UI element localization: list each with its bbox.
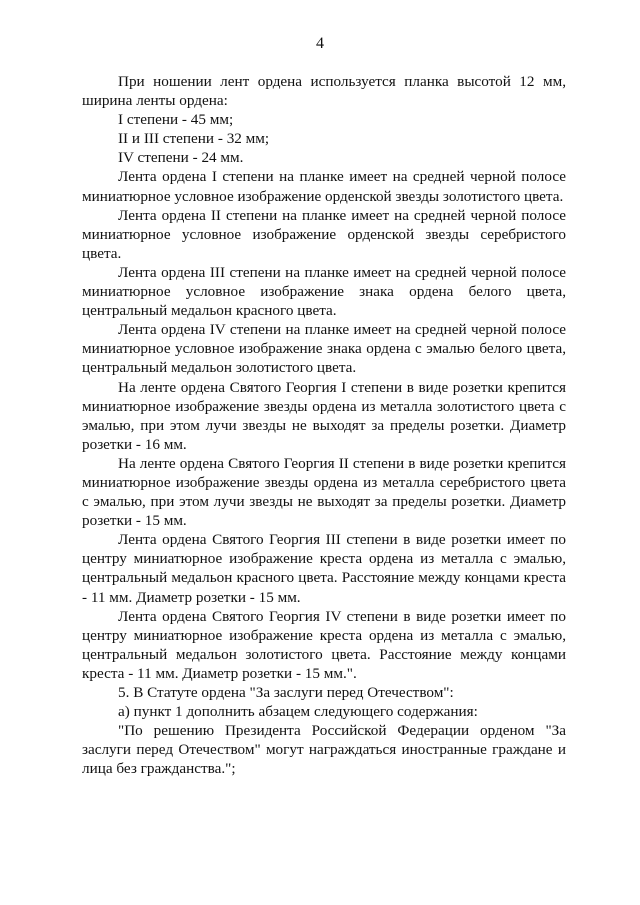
list-item-degree-2-3: II и III степени - 32 мм;: [118, 130, 270, 148]
paragraph-badge-bar: При ношении лент ордена используется планка высотой 12 мм, ширина ленты ордена:: [82, 73, 566, 110]
paragraph-ribbon-degree-2: Лента ордена II степени на планке имеет на средней черной полосе миниатюрное условное изображение орденской звезды серебристого цвета.: [82, 206, 566, 262]
paragraph-st-george-degree-3: Лента ордена Святого Георгия III степени в виде розетки имеет по центру миниатюрное изображение креста ордена из металла с эмалью, центральный медальон красного цвета. Расстояние между концами креста - 11 мм. Диаметр розетки - 15 мм.: [82, 531, 566, 606]
paragraph-ribbon-degree-4: Лента ордена IV степени на планке имеет на средней черной полосе миниатюрное условное изображение знака ордена с эмалью белого цвета, центральный медальон золотистого цвета.: [82, 321, 566, 377]
paragraph-st-george-degree-4: Лента ордена Святого Георгия IV степени в виде розетки имеет по центру миниатюрное изображение креста ордена из металла с эмалью, центральный медальон золотистого цвета. Расстояние между концами креста - 11 мм. Диаметр розетки - 15 мм.".: [82, 607, 566, 682]
paragraph-ribbon-degree-3: Лента ордена III степени на планке имеет на средней черной полосе миниатюрное условное изображение знака ордена белого цвета, центральный медальон красного цвета.: [82, 263, 566, 320]
section-5-heading: 5. В Статуте ордена "За заслуги перед Отечеством":: [118, 684, 454, 701]
paragraph-st-george-degree-2: На ленте ордена Святого Георгия II степени в виде розетки крепится миниатюрное изображение звезды ордена из металла серебристого цвета с эмалью, при этом лучи звезды не выходят за пределы розетки. Диаметр розетки - 15 мм.: [82, 454, 566, 530]
document-body: [82, 72, 566, 778]
page-number: 4: [316, 35, 324, 52]
subsection-a: а) пункт 1 дополнить абзацем следующего содержания:: [118, 703, 478, 721]
list-item-degree-1: I степени - 45 мм;: [118, 111, 234, 129]
paragraph-st-george-degree-1: На ленте ордена Святого Георгия I степени в виде розетки крепится миниатюрное изображение звезды ордена из металла золотистого цвета с эмалью, при этом лучи звезды не выходят за пределы розетки. Диаметр розетки - 16 мм.: [82, 378, 566, 453]
list-item-degree-4: IV степени - 24 мм.: [118, 149, 244, 167]
paragraph-ribbon-degree-1: Лента ордена I степени на планке имеет на средней черной полосе миниатюрное условное изображение орденской звезды золотистого цвета.: [82, 168, 566, 205]
paragraph-amendment-text: "По решению Президента Российской Федерации орденом "За заслуги перед Отечеством" могут награждаться иностранные граждане и лица без гражданства.";: [82, 722, 566, 778]
